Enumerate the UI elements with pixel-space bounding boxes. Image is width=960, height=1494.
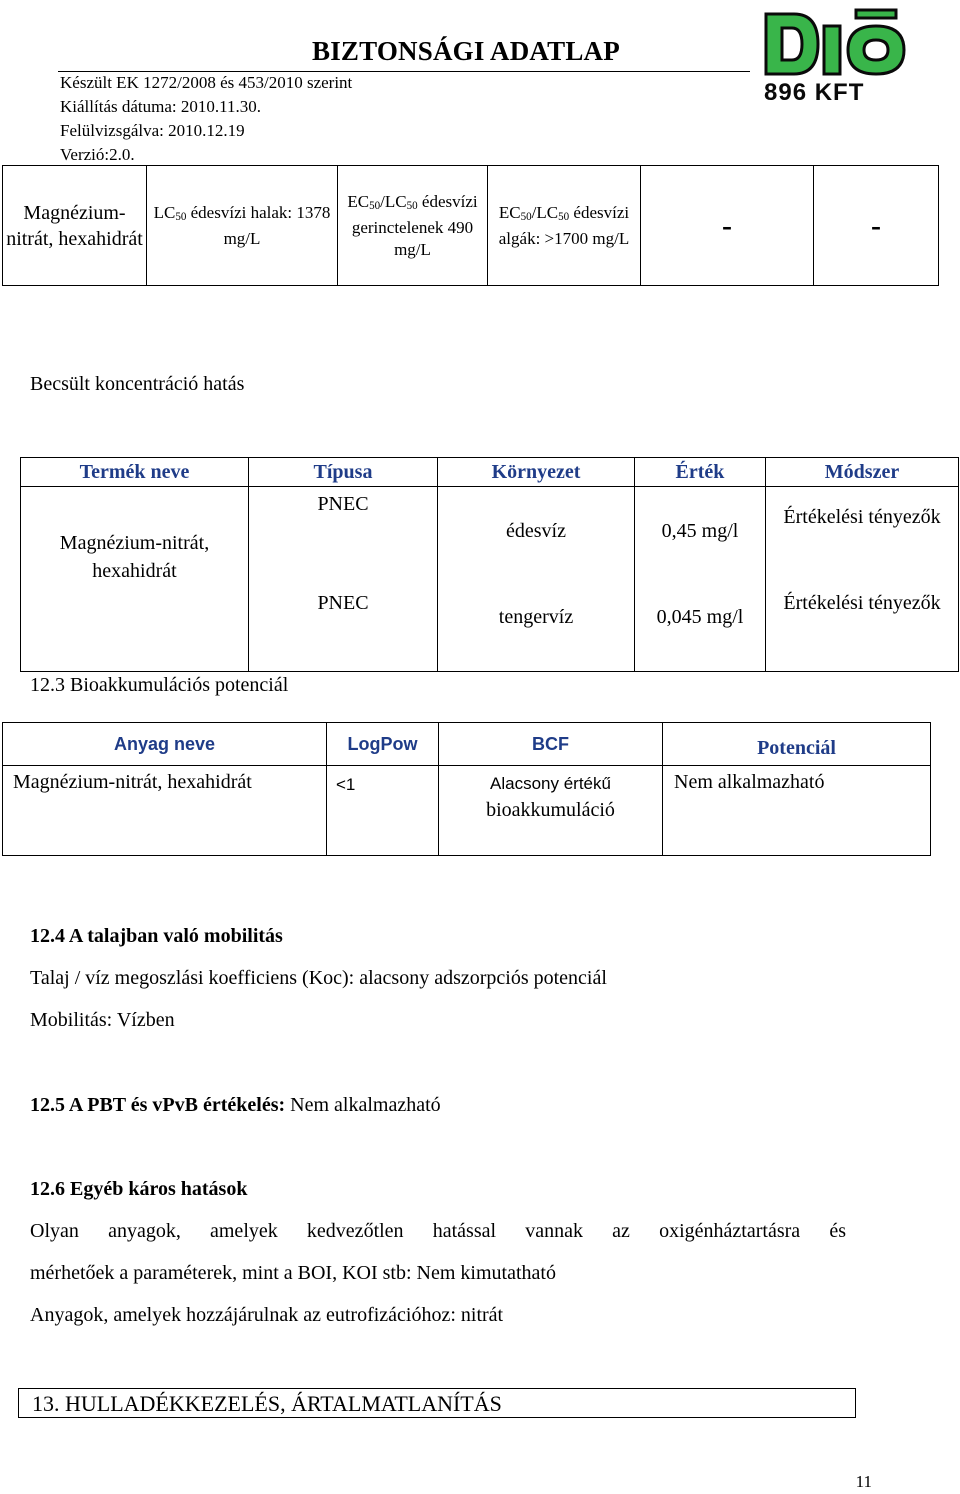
fish-lc50: $LC_{50}$ édesvízi halak: 1378 mg/L — [147, 166, 338, 286]
concentration-table — [20, 457, 959, 672]
revision-date: Felülvizsgálva: 2010.12.19 — [60, 121, 245, 140]
type-cell: PNEC — [249, 487, 438, 590]
page-number: 11 — [855, 1472, 872, 1491]
prepared-line: Készült EK 1272/2008 és 453/2010 szerint — [60, 73, 353, 92]
algae-ec50: $EC_{50}/LC_{50}$ édesvízi algák: >1700 mg/L — [488, 166, 641, 286]
toxicity-table — [2, 165, 939, 286]
table-row — [3, 166, 939, 286]
col-header: LogPow — [327, 723, 439, 766]
table-row — [3, 766, 931, 856]
other-effects-line: Olyan anyagok, amelyek kedvezőtlen hatással vannak az oxigénháztartásra és — [30, 1220, 846, 1242]
dash-cell: - — [814, 166, 939, 286]
col-header: Érték — [635, 458, 766, 487]
bioaccumulation-table — [2, 722, 931, 856]
potential-value: Nem alkalmazható — [663, 766, 931, 856]
col-header: BCF — [439, 723, 663, 766]
mobility-water: Mobilitás: Vízben — [30, 1009, 175, 1031]
col-header: Módszer — [766, 458, 959, 487]
table-header-row — [21, 458, 959, 487]
method-cell: Értékelési tényezők — [766, 589, 959, 672]
issue-date: Kiállítás dátuma: 2010.11.30. — [60, 97, 261, 116]
col-header: Környezet — [438, 458, 635, 487]
other-effects-line: Anyagok, amelyek hozzájárulnak az eutrofizációhoz: nitrát — [30, 1304, 504, 1326]
pbt-heading: 12.5 A PBT és vPvB értékelés: — [30, 1094, 286, 1116]
dash-cell: - — [641, 166, 814, 286]
table-row — [21, 487, 959, 590]
other-effects-line: mérhetőek a paraméterek, mint a BOI, KOI stb: Nem kimutatható — [30, 1262, 556, 1284]
environment-cell: tengervíz — [438, 589, 635, 672]
type-cell: PNEC — [249, 589, 438, 672]
pbt-assessment — [30, 1094, 441, 1117]
col-header: Típusa — [249, 458, 438, 487]
header-rule — [58, 71, 750, 72]
bcf-value — [439, 766, 663, 856]
mobility-heading: 12.4 A talajban való mobilitás — [30, 925, 283, 947]
bcf-line: Alacsony értékű — [490, 774, 611, 793]
toxicity-substance: Magnézium-nitrát, hexahidrát — [3, 166, 147, 286]
substance-name: Magnézium-nitrát, hexahidrát — [3, 766, 327, 856]
logpow-value: <1 — [327, 766, 439, 856]
col-header: Termék neve — [21, 458, 249, 487]
col-header: Anyag neve — [3, 723, 327, 766]
value-cell: 0,045 mg/l — [635, 589, 766, 672]
environment-cell: édesvíz — [438, 487, 635, 590]
bioaccumulation-heading: 12.3 Bioakkumulációs potenciál — [30, 674, 289, 696]
svg-text:896 KFT: 896 KFT — [764, 79, 865, 104]
table-header-row — [3, 723, 931, 766]
company-logo — [760, 4, 910, 104]
mobility-koc: Talaj / víz megoszlási koefficiens (Koc): alacsony adszorpciós potenciál — [30, 967, 607, 989]
bcf-line: bioakkumuláció — [486, 799, 615, 821]
invertebrate-ec50: $EC_{50}/LC_{50}$ édesvízi gerinctelenek 490 mg/L — [338, 166, 488, 286]
version: Verzió:2.0. — [60, 145, 135, 164]
section-13-heading: 13. HULLADÉKKEZELÉS, ÁRTALMATLANÍTÁS — [18, 1388, 856, 1418]
col-header: Potenciál — [663, 723, 931, 766]
product-name: Magnézium-nitrát, hexahidrát — [21, 487, 249, 672]
other-effects-heading: 12.6 Egyéb káros hatások — [30, 1178, 248, 1200]
pbt-value: Nem alkalmazható — [285, 1094, 441, 1116]
value-cell: 0,45 mg/l — [635, 487, 766, 590]
document-title: BIZTONSÁGI ADATLAP — [312, 36, 620, 66]
method-cell: Értékelési tényezők — [766, 487, 959, 590]
concentration-heading: Becsült koncentráció hatás — [30, 373, 245, 395]
